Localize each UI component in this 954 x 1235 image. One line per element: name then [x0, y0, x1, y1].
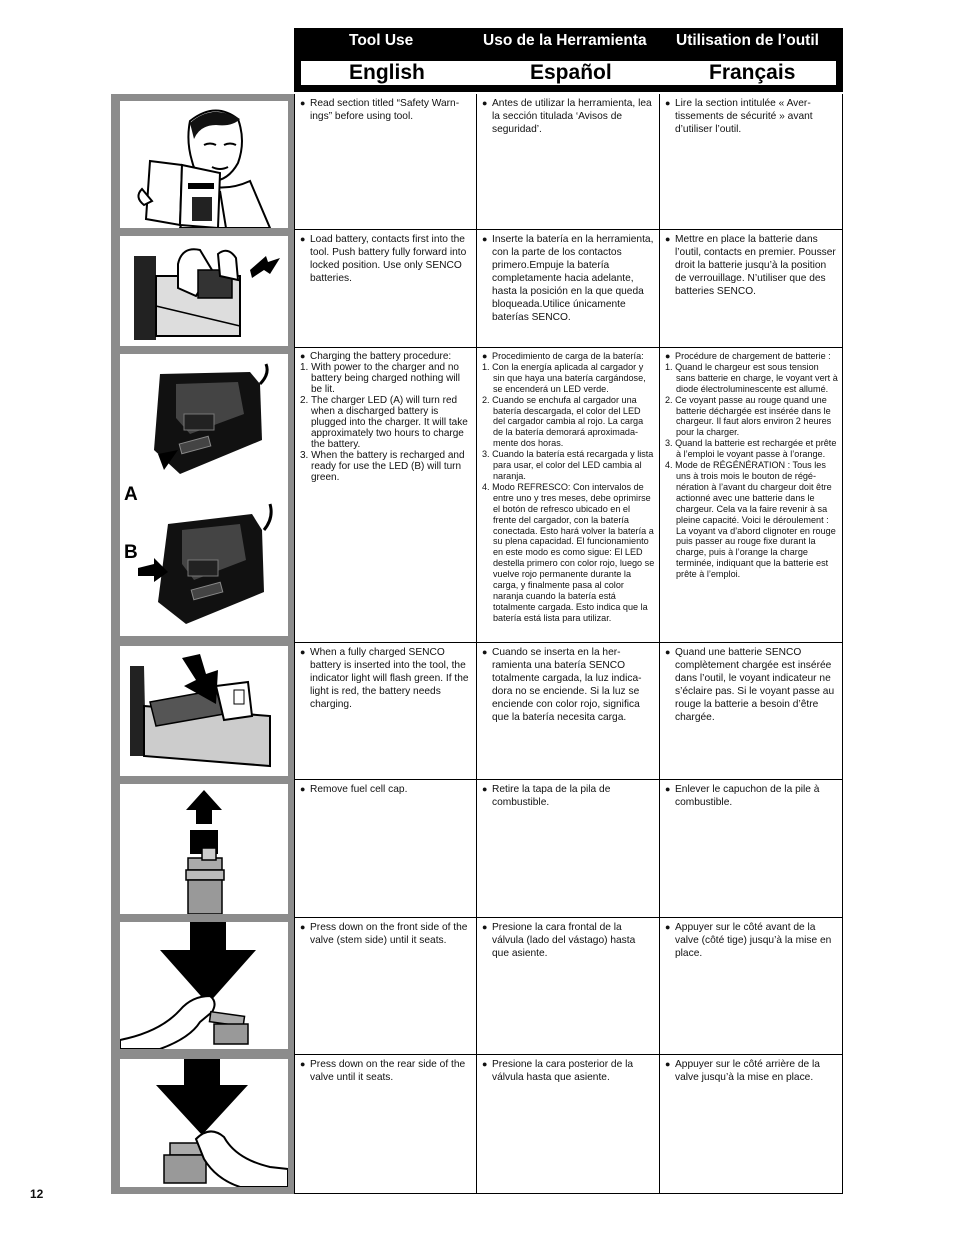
row-7-french: ● Appuyer sur le côté arrière de la valve jusqu’à la mise en place. [660, 1055, 843, 1194]
illustration-fuel-cap [120, 784, 288, 914]
row-2-french: ● Mettre en place la batterie dans l’outil, contacts en premier. Pousser droit la batterie jusqu’à la position de verrouillage. N’utiliser que des batteries SENCO. [660, 230, 843, 348]
row-6-spanish: ● Presione la cara frontal de la válvula (lado del vástago) hasta que asiente. [477, 918, 660, 1055]
illustration-press-front [120, 922, 288, 1049]
header-subtitle-french: Utilisation de l’outil [676, 32, 819, 49]
row-7-spanish: ● Presione la cara posterior de la válvula hasta que asiente. [477, 1055, 660, 1194]
row-1-spanish: ● Antes de utilizar la herramienta, lea la sección titulada ‘Avisos de seguridad’. [477, 94, 660, 230]
illustration-press-rear [120, 1059, 288, 1187]
illustration-charger [120, 354, 288, 636]
row-4-spanish: ● Cuando se inserta en la herramienta una batería SENCO totalmente cargada, la luz indicadora no se enciende. Si la luz se enciende con color rojo, significa que la batería necesita carga. [477, 643, 660, 780]
row-7-english: ● Press down on the rear side of the valve until it seats. [294, 1055, 477, 1194]
header-subtitle-english: Tool Use [349, 32, 414, 49]
illustration-load-battery [120, 236, 288, 346]
man-reading-manual-icon [120, 101, 288, 228]
press-valve-rear-icon [120, 1059, 288, 1187]
fuel-cell-cap-icon [120, 784, 288, 914]
battery-loading-icon [120, 236, 288, 346]
instruction-grid [294, 94, 843, 1194]
tool-indicator-icon [120, 646, 288, 776]
charger-icon [120, 354, 288, 636]
header-language-band [301, 61, 836, 85]
row-5-english: ● Remove fuel cell cap. [294, 780, 477, 918]
figure-label-b: B [124, 542, 138, 563]
row-4-english: ● When a fully charged SENCO battery is inserted into the tool, the indicator light will flash green. If the light is red, the battery needs charging. [294, 643, 477, 780]
row-5-spanish: ● Retire la tapa de la pila de combustible. [477, 780, 660, 918]
header-language-spanish: Español [530, 61, 612, 84]
illustration-indicator-light [120, 646, 288, 776]
press-valve-front-icon [120, 922, 288, 1049]
illustration-reading-manual [120, 101, 288, 228]
header-language-english: English [349, 61, 425, 84]
row-1-english: ● Read section titled “Safety Warnings” before using tool. [294, 94, 477, 230]
row-3-french: ● Procédure de chargement de batterie : 1. Quand le chargeur est sous tension sans batterie en charge, le voyant vert à diode électroluminescente est allumé. 2. Ce voyant passe au rouge quand une batterie déchargée est insérée dans le chargeur. Il faut alors environ 2 heures pour la charger. 3. Quand la batterie est rechargée et prête à l’emploi le voyant passe à l’orange. 4. Mode de RÉGÉNÉRATION : Tous les uns à trois mois le bouton de régénération à l’avant du chargeur doit être actionné avec une batterie dans le chargeur. Cela va la faire revenir à sa pleine capacité. Voici le déroulement : La voyant va d’abord clignoter en rouge puis passer au rouge fixe durant la charge, puis à l’orange la charge terminée, indiquant que la batterie est prête à l’emploi. [660, 348, 843, 643]
figure-label-a: A [124, 484, 138, 505]
row-2-spanish: ● Inserte la batería en la herramienta, con la parte de los contactos primero.Empuje la batería completamente hacia adelante, hasta la posición en la que queda bloqueada.Utilice únicamente baterías SENCO. [477, 230, 660, 348]
header-language-french: Français [709, 61, 796, 84]
row-5-french: ● Enlever le capuchon de la pile à combustible. [660, 780, 843, 918]
page-number: 12 [30, 1187, 44, 1201]
header-subtitle-spanish: Uso de la Herramienta [483, 32, 647, 49]
row-1-french: ● Lire la section intitulée « Avertissements de sécurité » avant d’utiliser l’outil. [660, 94, 843, 230]
row-6-french: ● Appuyer sur le côté avant de la valve (côté tige) jusqu’à la mise en place. [660, 918, 843, 1055]
row-3-spanish: ● Procedimiento de carga de la batería: 1. Con la energía aplicada al cargador y sin que haya una batería cargándose, se encenderá un LED verde. 2. Cuando se enchufa al cargador una batería descargada, el color del LED del cargador cambia al rojo. La carga de la batería demorará aproximadamente dos horas. 3. Cuando la batería está recargada y lista para usar, el color del LED cambia al naranja. 4. Modo REFRESCO: Con intervalos de entre uno y tres meses, debe oprimirse el botón de refresco ubicado en el frente del cargador, con la batería conectada. Esto hará volver la batería a su plena capacidad. El funcionamiento en este modo es como sigue: El LED destella primero con color rojo, luego se vuelve rojo permanente durante la carga, y finalmente pasa al color naranja cuando la batería está totalmente cargada. Esto indica que la batería está lista para utilizar. [477, 348, 660, 643]
row-4-french: ● Quand une batterie SENCO complètement chargée est insérée dans l’outil, le voyant indicateur ne s’éclaire pas. Si le voyant passe au rouge la batterie a besoin d’être chargée. [660, 643, 843, 780]
row-2-english: ● Load battery, contacts first into the tool. Push battery fully forward into locked position. Use only SENCO batteries. [294, 230, 477, 348]
row-3-english: ● Charging the battery procedure: 1. With power to the charger and no battery being charged nothing will be lit. 2. The charger LED (A) will turn red when a discharged battery is plugged into the charger. It will take approximately two hours to charge the battery. 3. When the battery is recharged and ready for use the LED (B) will turn green. [294, 348, 477, 643]
table-header [294, 28, 843, 92]
row-6-english: ● Press down on the front side of the valve (stem side) until it seats. [294, 918, 477, 1055]
